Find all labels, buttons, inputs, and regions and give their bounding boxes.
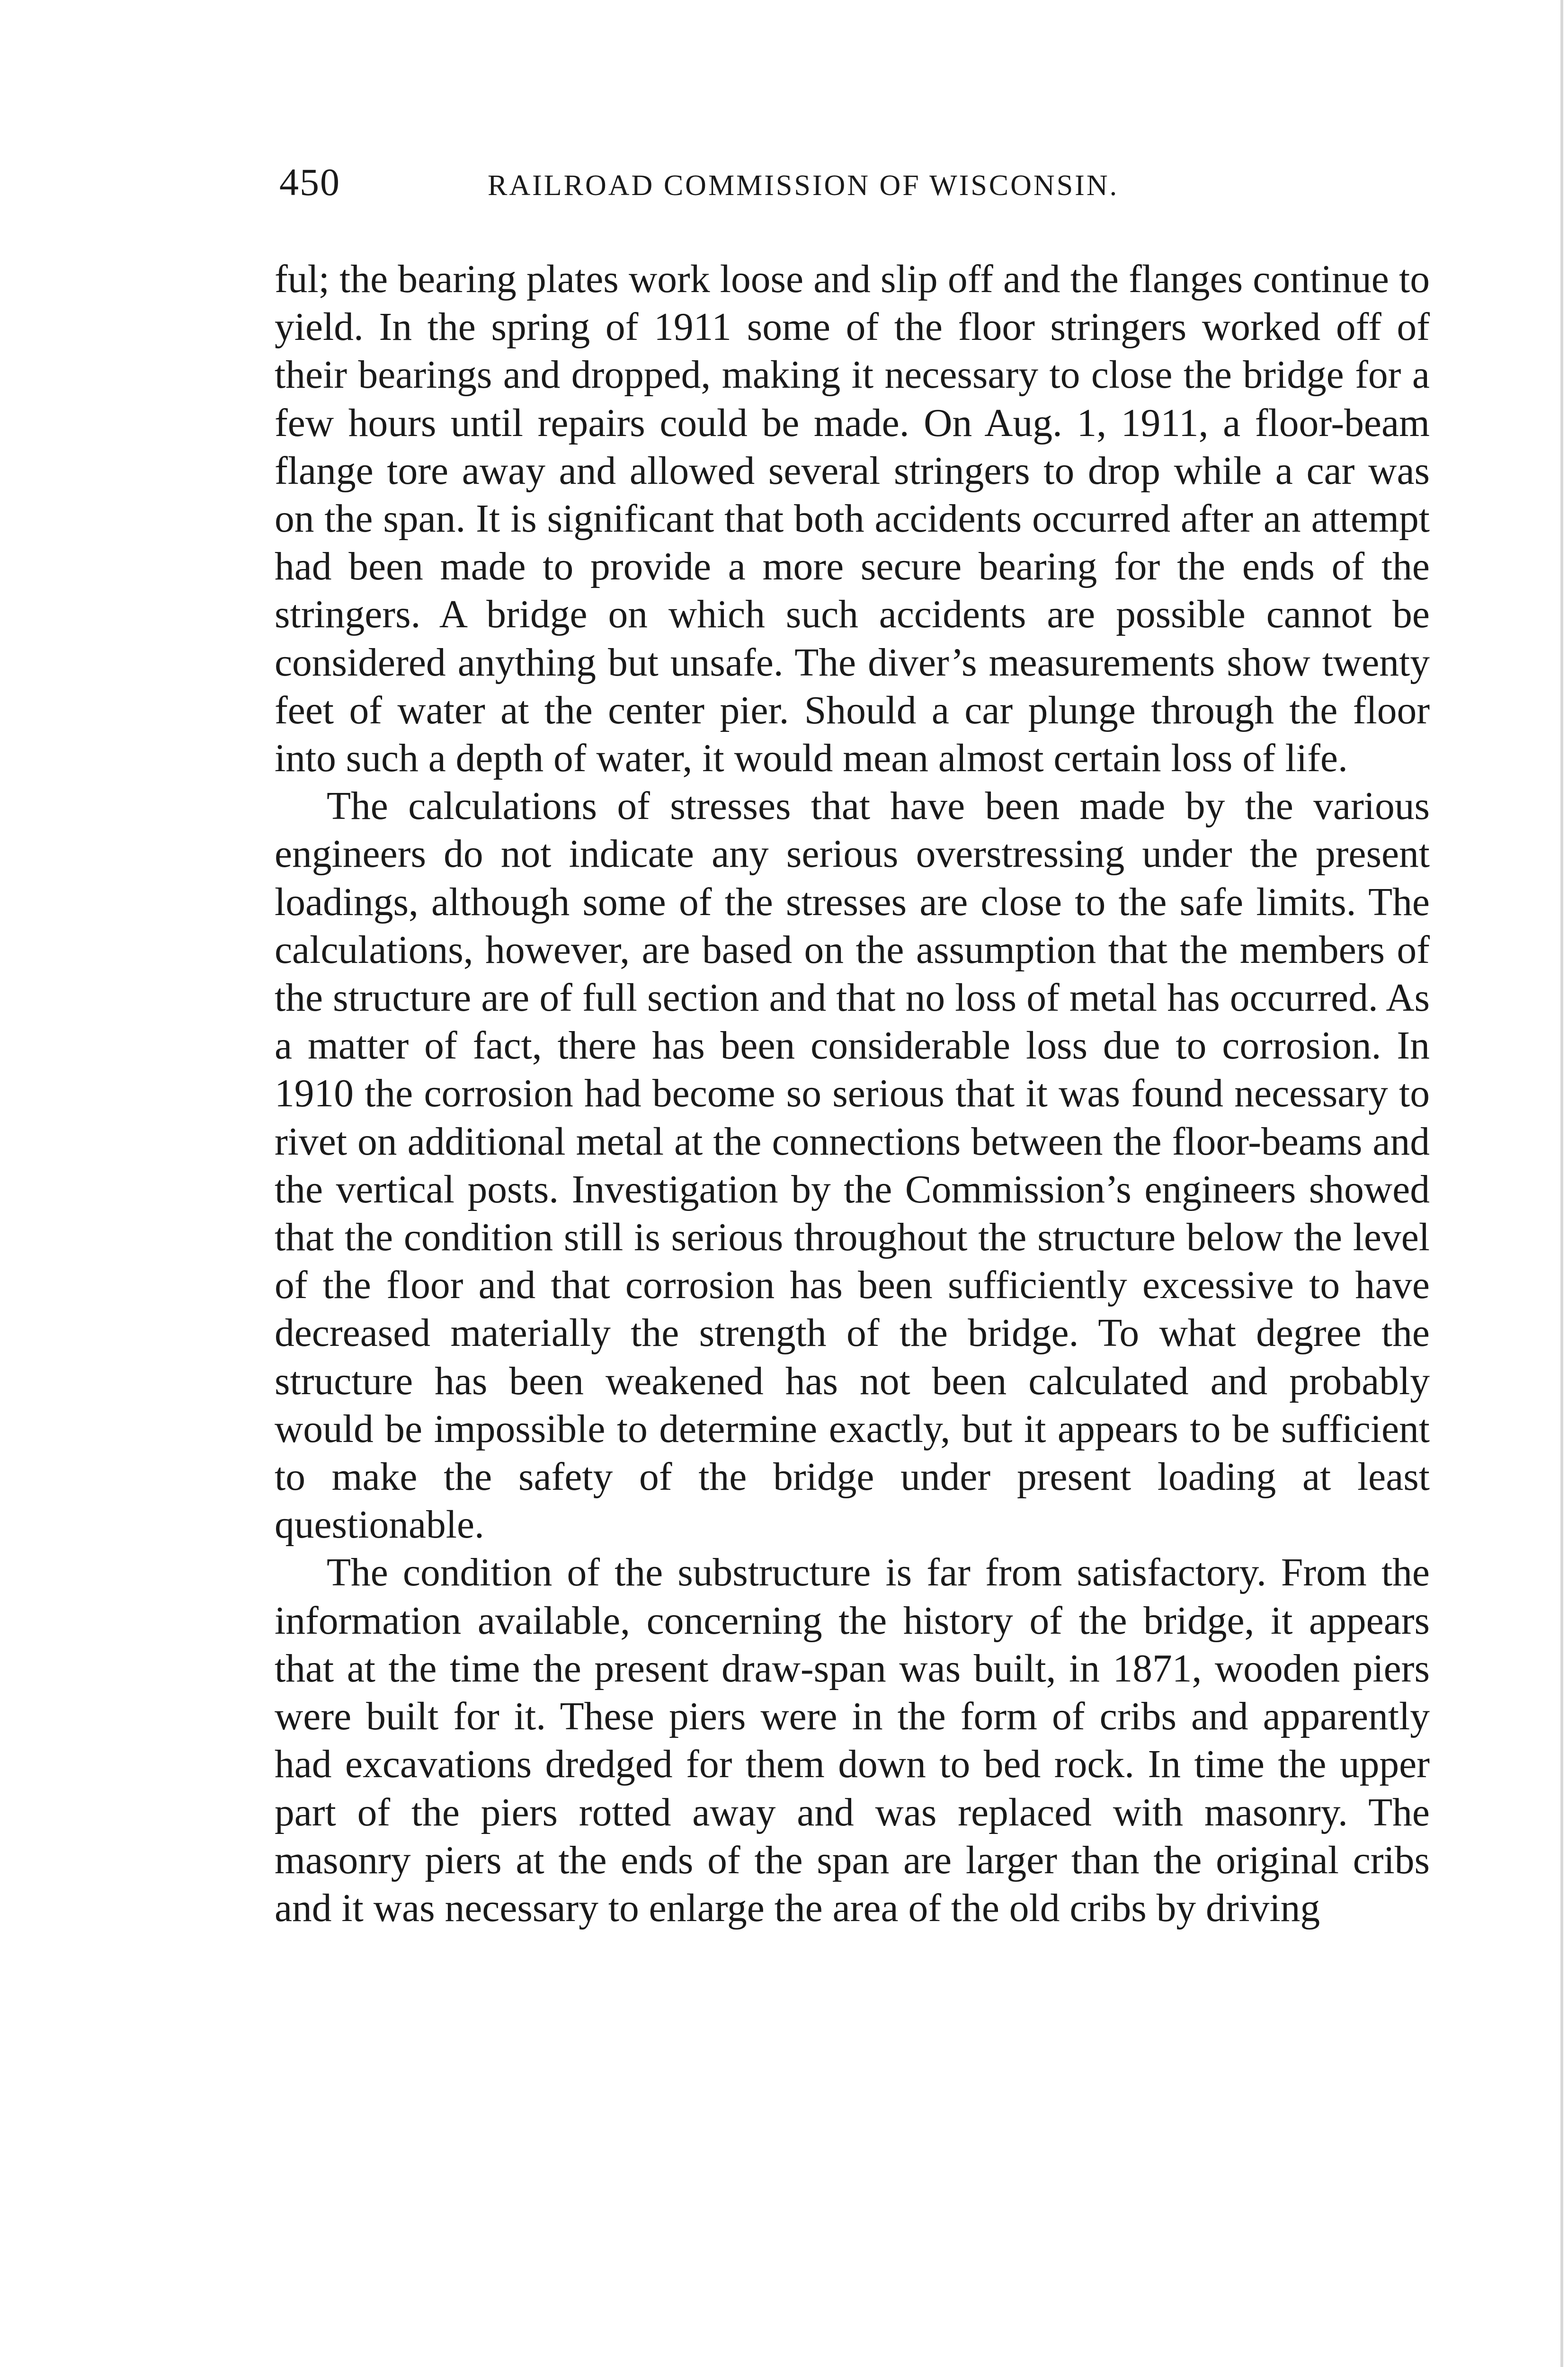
page-number: 450 (279, 160, 340, 204)
page-header (279, 156, 1430, 218)
page-side-edge (1560, 0, 1563, 2367)
body-text (275, 256, 1430, 1932)
paragraph: ful; the bearing plates work loose and slip off and the flanges continue to yield. In the spring of 1911 some of the floor stringers worked off of their bearings and dropped, making it necessary to close the bridge for a few hours until repairs could be made. On Aug. 1, 1911, a floor-beam flange tore away and allowed several stringers to drop while a car was on the span. It is significant that both accidents occurred after an attempt had been made to provide a more secure bearing for the ends of the stringers. A bridge on which such accidents are possible cannot be considered anything but unsafe. The diver’s measurements show twenty feet of water at the center pier. Should a car plunge through the floor into such a depth of water, it would mean almost certain loss of life. (275, 258, 1430, 781)
running-head: RAILROAD COMMISSION OF WISCONSIN. (488, 169, 1119, 202)
paragraph: The calculations of stresses that have been made by the various engineers do not indicate any serious overstressing under the present loadings, although some of the stresses are close to the safe limits. The calculations, however, are based on the assumption that the members of the structure are of full section and that no loss of metal has occurred. As a matter of fact, there has been considerable loss due to corrosion. In 1910 the corrosion had become so serious that it was found necessary to rivet on additional metal at the connections between the floor-beams and the vertical posts. Investigation by the Commission’s engineers showed that the condition still is serious throughout the structure below the level of the floor and that corrosion has been sufficiently excessive to have decreased materially the strength of the bridge. To what degree the structure has been weakened has not been calculated and probably would be impossible to determine exactly, but it appears to be sufficient to make the safety of the bridge under present loading at least questionable. (275, 784, 1430, 1547)
paragraph: The condition of the substructure is far from satisfactory. From the information available, concerning the history of the bridge, it appears that at the time the present draw-span was built, in 1871, wooden piers were built for it. These piers were in the form of cribs and apparently had excavations dredged for them down to bed rock. In time the upper part of the piers rotted away and was replaced with masonry. The masonry piers at the ends of the span are larger than the original cribs and it was necessary to enlarge the area of the old cribs by driving (275, 1551, 1430, 1930)
